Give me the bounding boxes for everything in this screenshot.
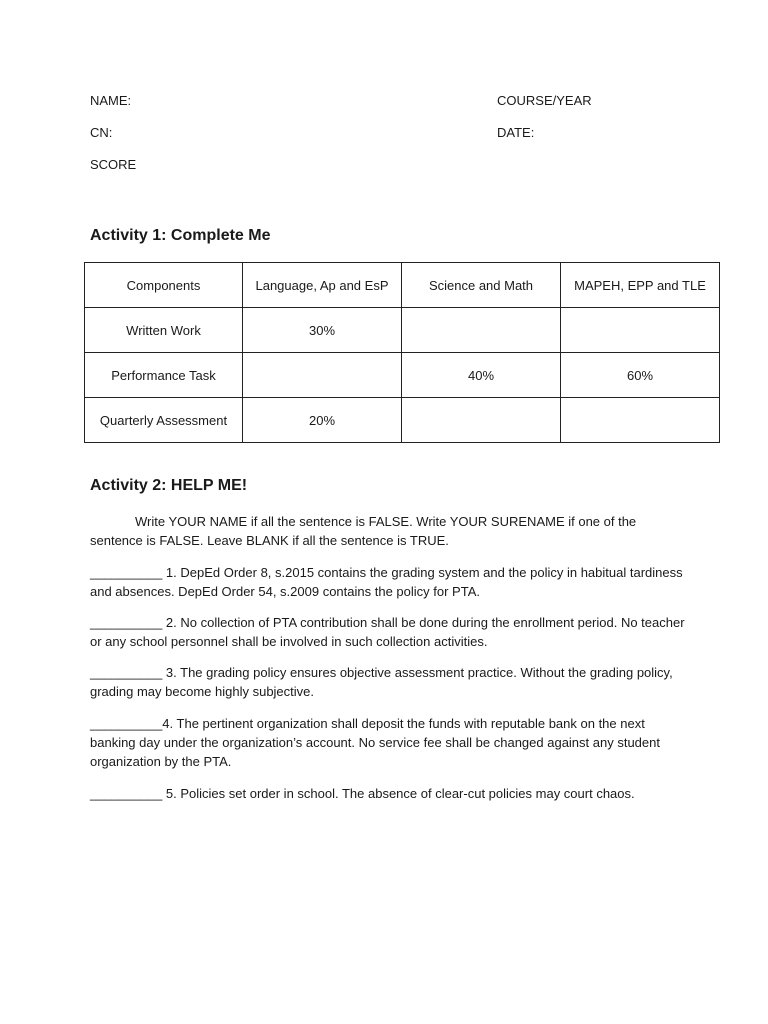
table-header-cell: Components xyxy=(85,263,243,308)
table-cell xyxy=(402,398,561,443)
table-row xyxy=(85,353,720,398)
table-header-cell: MAPEH, EPP and TLE xyxy=(561,263,720,308)
table-cell: 60% xyxy=(561,353,720,398)
table-cell xyxy=(243,353,402,398)
grading-components-table xyxy=(84,262,720,443)
statement-item-1: __________ 1. DepEd Order 8, s.2015 contains the grading system and the policy in habitual tardiness and absences. DepEd Order 54, s.2009 contains the policy for PTA. xyxy=(90,565,683,599)
table-header-cell: Language, Ap and EsP xyxy=(243,263,402,308)
table-cell xyxy=(561,398,720,443)
table-cell xyxy=(561,308,720,353)
table-cell xyxy=(402,308,561,353)
course-year-label: COURSE/YEAR xyxy=(497,93,592,108)
statement-item-2: __________ 2. No collection of PTA contribution shall be done during the enrollment period. No teacher or any school personnel shall be involved in such collection activities. xyxy=(90,615,685,649)
statement-item-4: __________4. The pertinent organization shall deposit the funds with reputable bank on the next banking day under the organization’s account. No service fee shall be changed against any student organization by the PTA. xyxy=(90,716,660,769)
name-label: NAME: xyxy=(90,93,132,108)
statement-item-5: __________ 5. Policies set order in school. The absence of clear-cut policies may court chaos. xyxy=(90,786,635,801)
score-label: SCORE xyxy=(90,157,137,172)
cn-label: CN: xyxy=(90,125,113,140)
table-cell: Performance Task xyxy=(85,353,243,398)
table-header-cell: Science and Math xyxy=(402,263,561,308)
activity2-title: Activity 2: HELP ME! xyxy=(90,477,248,494)
statement-item-3: __________ 3. The grading policy ensures objective assessment practice. Without the grading policy, grading may become highly subjective. xyxy=(90,665,673,699)
table-cell: 40% xyxy=(402,353,561,398)
table-cell: 30% xyxy=(243,308,402,353)
activity2-instructions: Write YOUR NAME if all the sentence is FALSE. Write YOUR SURENAME if one of the sentence is FALSE. Leave BLANK if all the sentence is TRUE. xyxy=(90,514,637,548)
activity1-title: Activity 1: Complete Me xyxy=(90,227,271,244)
date-label: DATE: xyxy=(497,125,535,140)
table-header-row xyxy=(85,263,720,308)
table-cell: Written Work xyxy=(85,308,243,353)
table-row xyxy=(85,308,720,353)
table-cell: Quarterly Assessment xyxy=(85,398,243,443)
table-row xyxy=(85,398,720,443)
table-cell: 20% xyxy=(243,398,402,443)
